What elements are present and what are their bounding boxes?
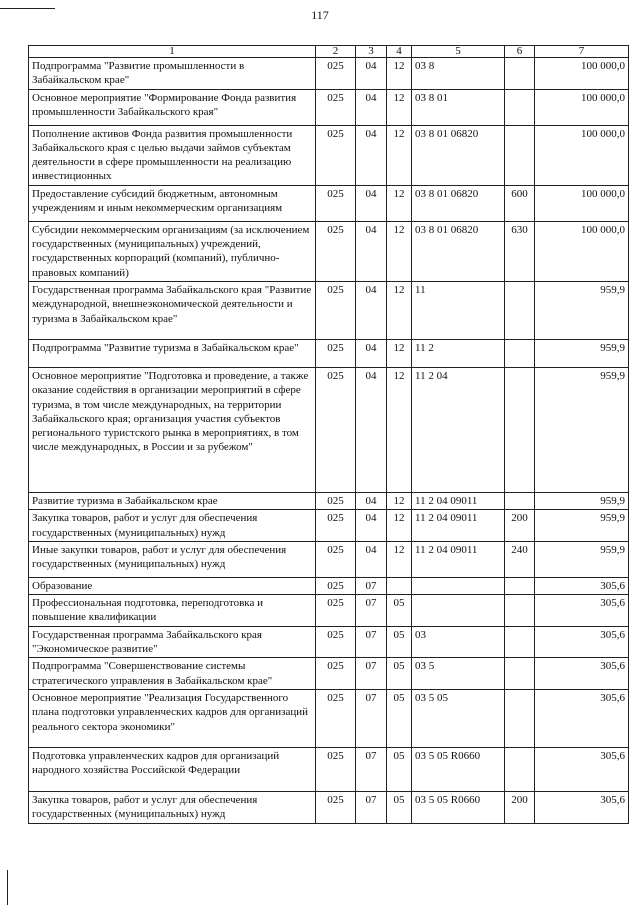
row-amount: 100 000,0 bbox=[535, 221, 629, 281]
row-expense-type bbox=[505, 281, 535, 339]
row-subsection: 12 bbox=[387, 89, 412, 125]
row-subsection: 12 bbox=[387, 281, 412, 339]
row-expense-type bbox=[505, 367, 535, 492]
row-ved: 025 bbox=[316, 689, 356, 747]
table-header-row bbox=[29, 46, 629, 58]
row-subsection: 12 bbox=[387, 125, 412, 185]
row-subsection: 05 bbox=[387, 747, 412, 791]
page-number: 117 bbox=[311, 8, 329, 22]
row-name: Основное мероприятие "Подготовка и проведение, а также оказание содействия в организации мероприятий в сфере туризма, в том числе международных, на территории Забайкальского края; организация участия субъектов регионального туристского рынка в мероприятиях, в том числе международных, в России и за рубежом" bbox=[29, 367, 316, 492]
row-section: 07 bbox=[356, 626, 387, 658]
row-section: 07 bbox=[356, 689, 387, 747]
row-ved: 025 bbox=[316, 577, 356, 594]
row-target-code: 03 bbox=[412, 626, 505, 658]
row-subsection bbox=[387, 577, 412, 594]
row-ved: 025 bbox=[316, 658, 356, 690]
row-expense-type bbox=[505, 577, 535, 594]
row-expense-type: 240 bbox=[505, 541, 535, 577]
table-row bbox=[29, 791, 629, 823]
row-amount: 305,6 bbox=[535, 747, 629, 791]
row-target-code: 03 5 05 R0660 bbox=[412, 791, 505, 823]
row-amount: 305,6 bbox=[535, 626, 629, 658]
row-target-code: 11 2 04 09011 bbox=[412, 541, 505, 577]
row-expense-type: 200 bbox=[505, 510, 535, 542]
row-section: 07 bbox=[356, 577, 387, 594]
table-row bbox=[29, 185, 629, 221]
table-row bbox=[29, 367, 629, 492]
row-target-code: 03 5 bbox=[412, 658, 505, 690]
row-name: Подпрограмма "Развитие туризма в Забайкальском крае" bbox=[29, 339, 316, 367]
row-name: Субсидии некоммерческим организациям (за исключением государственных (муниципальных) учреждений, государственных корпораций (компаний), публично-правовых компаний) bbox=[29, 221, 316, 281]
row-ved: 025 bbox=[316, 89, 356, 125]
row-ved: 025 bbox=[316, 58, 356, 90]
row-target-code: 03 8 bbox=[412, 58, 505, 90]
row-target-code: 03 5 05 bbox=[412, 689, 505, 747]
row-subsection: 12 bbox=[387, 185, 412, 221]
row-subsection: 12 bbox=[387, 367, 412, 492]
row-name: Основное мероприятие "Реализация Государственного плана подготовки управленческих кадров для организаций реального сектора экономики" bbox=[29, 689, 316, 747]
row-amount: 100 000,0 bbox=[535, 89, 629, 125]
row-target-code: 11 2 04 bbox=[412, 367, 505, 492]
column-header: 3 bbox=[356, 46, 387, 58]
row-section: 04 bbox=[356, 185, 387, 221]
row-target-code: 03 8 01 06820 bbox=[412, 221, 505, 281]
table-row bbox=[29, 89, 629, 125]
row-expense-type bbox=[505, 626, 535, 658]
row-name: Иные закупки товаров, работ и услуг для обеспечения государственных (муниципальных) нужд bbox=[29, 541, 316, 577]
row-target-code: 03 5 05 R0660 bbox=[412, 747, 505, 791]
row-name: Развитие туризма в Забайкальском крае bbox=[29, 492, 316, 509]
row-amount: 305,6 bbox=[535, 577, 629, 594]
table-row bbox=[29, 510, 629, 542]
row-subsection: 05 bbox=[387, 595, 412, 627]
row-ved: 025 bbox=[316, 510, 356, 542]
row-name: Образование bbox=[29, 577, 316, 594]
row-target-code: 03 8 01 06820 bbox=[412, 185, 505, 221]
row-expense-type bbox=[505, 595, 535, 627]
row-ved: 025 bbox=[316, 626, 356, 658]
row-amount: 959,9 bbox=[535, 541, 629, 577]
row-target-code: 03 8 01 06820 bbox=[412, 125, 505, 185]
row-section: 04 bbox=[356, 339, 387, 367]
row-name: Подпрограмма "Совершенствование системы стратегического управления в Забайкальском крае" bbox=[29, 658, 316, 690]
row-section: 04 bbox=[356, 125, 387, 185]
table-row bbox=[29, 747, 629, 791]
row-subsection: 05 bbox=[387, 689, 412, 747]
row-subsection: 12 bbox=[387, 541, 412, 577]
row-expense-type bbox=[505, 689, 535, 747]
row-section: 04 bbox=[356, 221, 387, 281]
row-target-code bbox=[412, 595, 505, 627]
row-name: Подпрограмма "Развитие промышленности в Забайкальском крае" bbox=[29, 58, 316, 90]
row-expense-type bbox=[505, 89, 535, 125]
row-amount: 100 000,0 bbox=[535, 185, 629, 221]
row-ved: 025 bbox=[316, 281, 356, 339]
row-ved: 025 bbox=[316, 367, 356, 492]
row-target-code: 11 2 bbox=[412, 339, 505, 367]
row-expense-type: 200 bbox=[505, 791, 535, 823]
row-target-code: 11 2 04 09011 bbox=[412, 492, 505, 509]
row-ved: 025 bbox=[316, 221, 356, 281]
table-row bbox=[29, 541, 629, 577]
row-name: Подготовка управленческих кадров для организаций народного хозяйства Российской Федерации bbox=[29, 747, 316, 791]
row-name: Пополнение активов Фонда развития промышленности Забайкальского края с целью выдачи займов субъектам деятельности в сфере промышленности на реализацию инвестиционных bbox=[29, 125, 316, 185]
row-section: 04 bbox=[356, 541, 387, 577]
row-name: Закупка товаров, работ и услуг для обеспечения государственных (муниципальных) нужд bbox=[29, 791, 316, 823]
row-section: 04 bbox=[356, 367, 387, 492]
table-row bbox=[29, 281, 629, 339]
row-amount: 959,9 bbox=[535, 492, 629, 509]
column-header: 7 bbox=[535, 46, 629, 58]
row-expense-type bbox=[505, 492, 535, 509]
row-name: Основное мероприятие "Формирование Фонда развития промышленности Забайкальского края" bbox=[29, 89, 316, 125]
row-amount: 959,9 bbox=[535, 367, 629, 492]
table-row bbox=[29, 577, 629, 594]
row-section: 07 bbox=[356, 658, 387, 690]
row-name: Государственная программа Забайкальского края "Развитие международной, внешнеэкономической деятельности и туризма в Забайкальском крае" bbox=[29, 281, 316, 339]
row-amount: 305,6 bbox=[535, 595, 629, 627]
row-subsection: 12 bbox=[387, 58, 412, 90]
row-subsection: 05 bbox=[387, 658, 412, 690]
column-header: 6 bbox=[505, 46, 535, 58]
row-section: 07 bbox=[356, 747, 387, 791]
row-ved: 025 bbox=[316, 747, 356, 791]
row-name: Профессиональная подготовка, переподготовка и повышение квалификации bbox=[29, 595, 316, 627]
row-subsection: 12 bbox=[387, 221, 412, 281]
row-amount: 100 000,0 bbox=[535, 58, 629, 90]
scan-edge-mark-left bbox=[7, 870, 8, 905]
row-ved: 025 bbox=[316, 595, 356, 627]
row-amount: 959,9 bbox=[535, 339, 629, 367]
row-amount: 305,6 bbox=[535, 658, 629, 690]
row-target-code: 11 2 04 09011 bbox=[412, 510, 505, 542]
row-ved: 025 bbox=[316, 339, 356, 367]
row-expense-type bbox=[505, 658, 535, 690]
column-header: 2 bbox=[316, 46, 356, 58]
row-target-code bbox=[412, 577, 505, 594]
row-amount: 305,6 bbox=[535, 791, 629, 823]
column-header: 1 bbox=[29, 46, 316, 58]
budget-table bbox=[28, 45, 629, 824]
table-row bbox=[29, 58, 629, 90]
row-subsection: 12 bbox=[387, 339, 412, 367]
table-row bbox=[29, 595, 629, 627]
table-row bbox=[29, 492, 629, 509]
row-expense-type bbox=[505, 125, 535, 185]
row-subsection: 05 bbox=[387, 626, 412, 658]
row-subsection: 12 bbox=[387, 510, 412, 542]
row-expense-type bbox=[505, 58, 535, 90]
row-expense-type bbox=[505, 747, 535, 791]
row-expense-type bbox=[505, 339, 535, 367]
row-ved: 025 bbox=[316, 492, 356, 509]
column-header: 5 bbox=[412, 46, 505, 58]
row-amount: 305,6 bbox=[535, 689, 629, 747]
row-name: Предоставление субсидий бюджетным, автономным учреждениям и иным некоммерческим организациям bbox=[29, 185, 316, 221]
row-amount: 959,9 bbox=[535, 510, 629, 542]
row-subsection: 05 bbox=[387, 791, 412, 823]
row-amount: 959,9 bbox=[535, 281, 629, 339]
table-row bbox=[29, 626, 629, 658]
row-name: Закупка товаров, работ и услуг для обеспечения государственных (муниципальных) нужд bbox=[29, 510, 316, 542]
column-header: 4 bbox=[387, 46, 412, 58]
row-ved: 025 bbox=[316, 185, 356, 221]
table-row bbox=[29, 689, 629, 747]
row-ved: 025 bbox=[316, 541, 356, 577]
table-row bbox=[29, 339, 629, 367]
table-row bbox=[29, 658, 629, 690]
row-ved: 025 bbox=[316, 791, 356, 823]
row-name: Государственная программа Забайкальского края "Экономическое развитие" bbox=[29, 626, 316, 658]
row-section: 04 bbox=[356, 492, 387, 509]
row-section: 07 bbox=[356, 791, 387, 823]
row-section: 04 bbox=[356, 58, 387, 90]
row-expense-type: 630 bbox=[505, 221, 535, 281]
row-target-code: 03 8 01 bbox=[412, 89, 505, 125]
row-section: 04 bbox=[356, 281, 387, 339]
row-target-code: 11 bbox=[412, 281, 505, 339]
row-subsection: 12 bbox=[387, 492, 412, 509]
row-section: 04 bbox=[356, 89, 387, 125]
table-row bbox=[29, 221, 629, 281]
row-expense-type: 600 bbox=[505, 185, 535, 221]
row-section: 07 bbox=[356, 595, 387, 627]
table-row bbox=[29, 125, 629, 185]
row-ved: 025 bbox=[316, 125, 356, 185]
row-section: 04 bbox=[356, 510, 387, 542]
row-amount: 100 000,0 bbox=[535, 125, 629, 185]
